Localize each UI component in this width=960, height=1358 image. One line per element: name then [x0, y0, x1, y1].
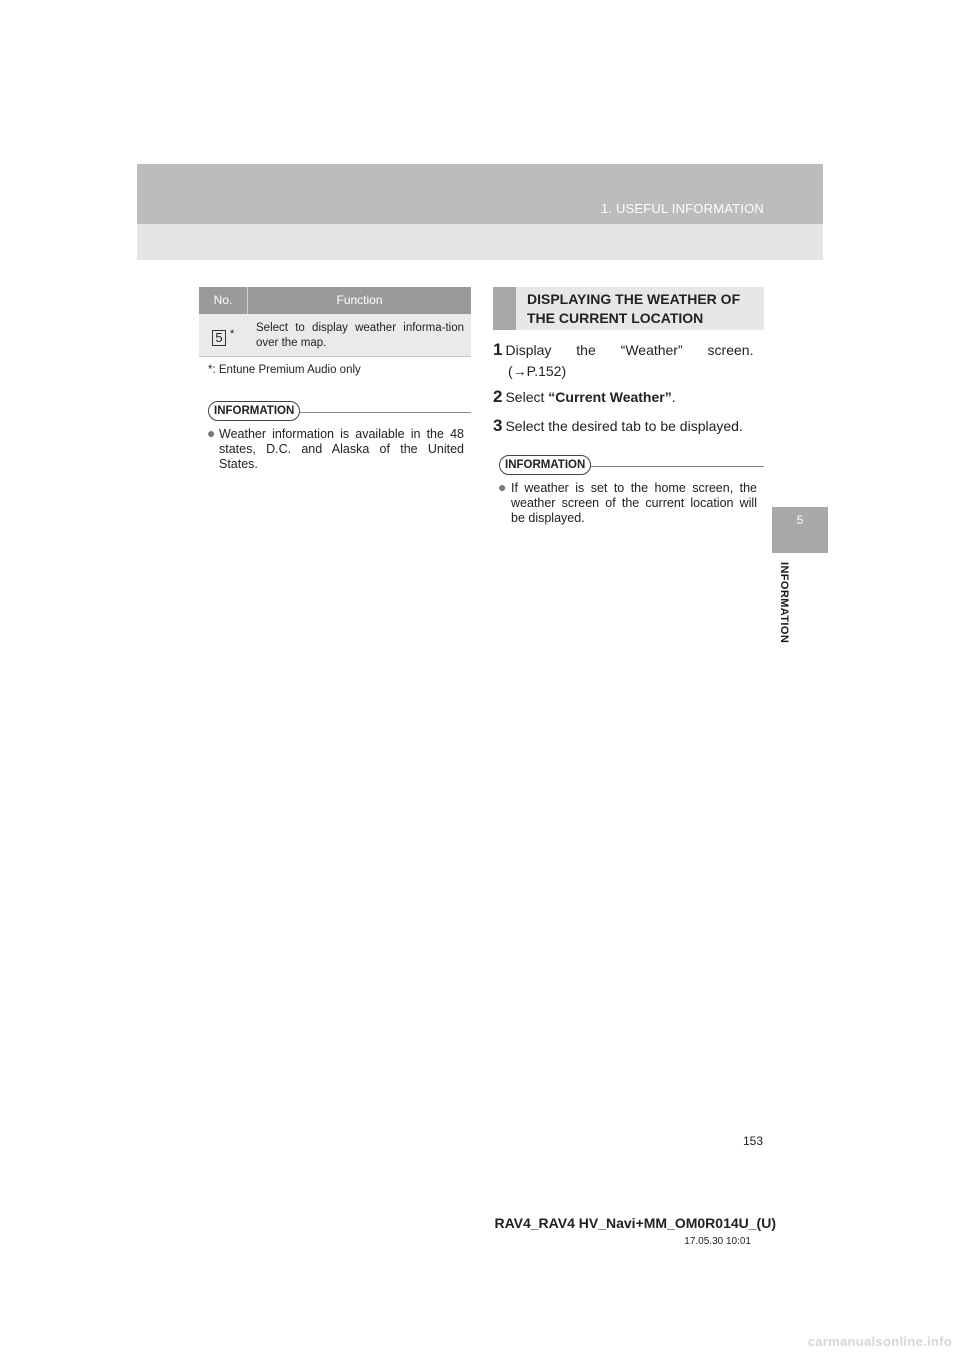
- watermark: carmanualsonline.info: [807, 1334, 952, 1349]
- step-number: 1: [493, 340, 503, 359]
- step-text: Display the “Weather” screen.: [505, 342, 754, 358]
- step-text: Select: [505, 389, 549, 405]
- page-number: 153: [743, 1134, 764, 1148]
- step-3: [493, 416, 743, 436]
- number-5-icon: 5: [212, 330, 226, 346]
- column-header-function: Function: [336, 293, 383, 307]
- table-footnote: *: Entune Premium Audio only: [208, 364, 361, 376]
- document-id: RAV4_RAV4 HV_Navi+MM_OM0R014U_(U): [494, 1215, 776, 1231]
- information-badge: INFORMATION: [208, 401, 300, 421]
- column-header-no: No.: [213, 293, 233, 307]
- bullet-icon: ●: [207, 425, 216, 441]
- chapter-label: INFORMATION: [778, 562, 790, 644]
- function-table-header: [199, 287, 471, 314]
- document-date: 17.05.30 10:01: [684, 1236, 751, 1247]
- step-text: Select the desired tab to be displayed.: [505, 418, 743, 434]
- step-1: [493, 340, 753, 360]
- information-text: Weather information is available in the 48 states, D.C. and Alaska of the United States.: [219, 427, 464, 471]
- step-1-reference: (→P.152): [508, 363, 567, 379]
- section-heading-bar: [493, 287, 516, 330]
- step-2: [493, 387, 676, 407]
- section-heading: [493, 287, 764, 330]
- function-description: Select to display weather informa-tion over the map.: [256, 322, 464, 349]
- bullet-icon: ●: [498, 479, 507, 495]
- step-number: 3: [493, 416, 503, 435]
- asterisk-marker: *: [230, 328, 235, 340]
- step-text-suffix: .: [671, 389, 676, 405]
- step-emphasis: “Current Weather”: [548, 389, 672, 405]
- chapter-number: 5: [796, 513, 804, 527]
- section-title: DISPLAYING THE WEATHER OF THE CURRENT LOCATION: [527, 291, 741, 326]
- header-subbar: [137, 224, 823, 260]
- table-row: [199, 314, 471, 357]
- information-text: If weather is set to the home screen, the weather screen of the current location will be displayed.: [511, 481, 757, 525]
- section-header-title: 1. USEFUL INFORMATION: [600, 201, 764, 216]
- information-badge: INFORMATION: [499, 455, 591, 475]
- step-number: 2: [493, 387, 503, 406]
